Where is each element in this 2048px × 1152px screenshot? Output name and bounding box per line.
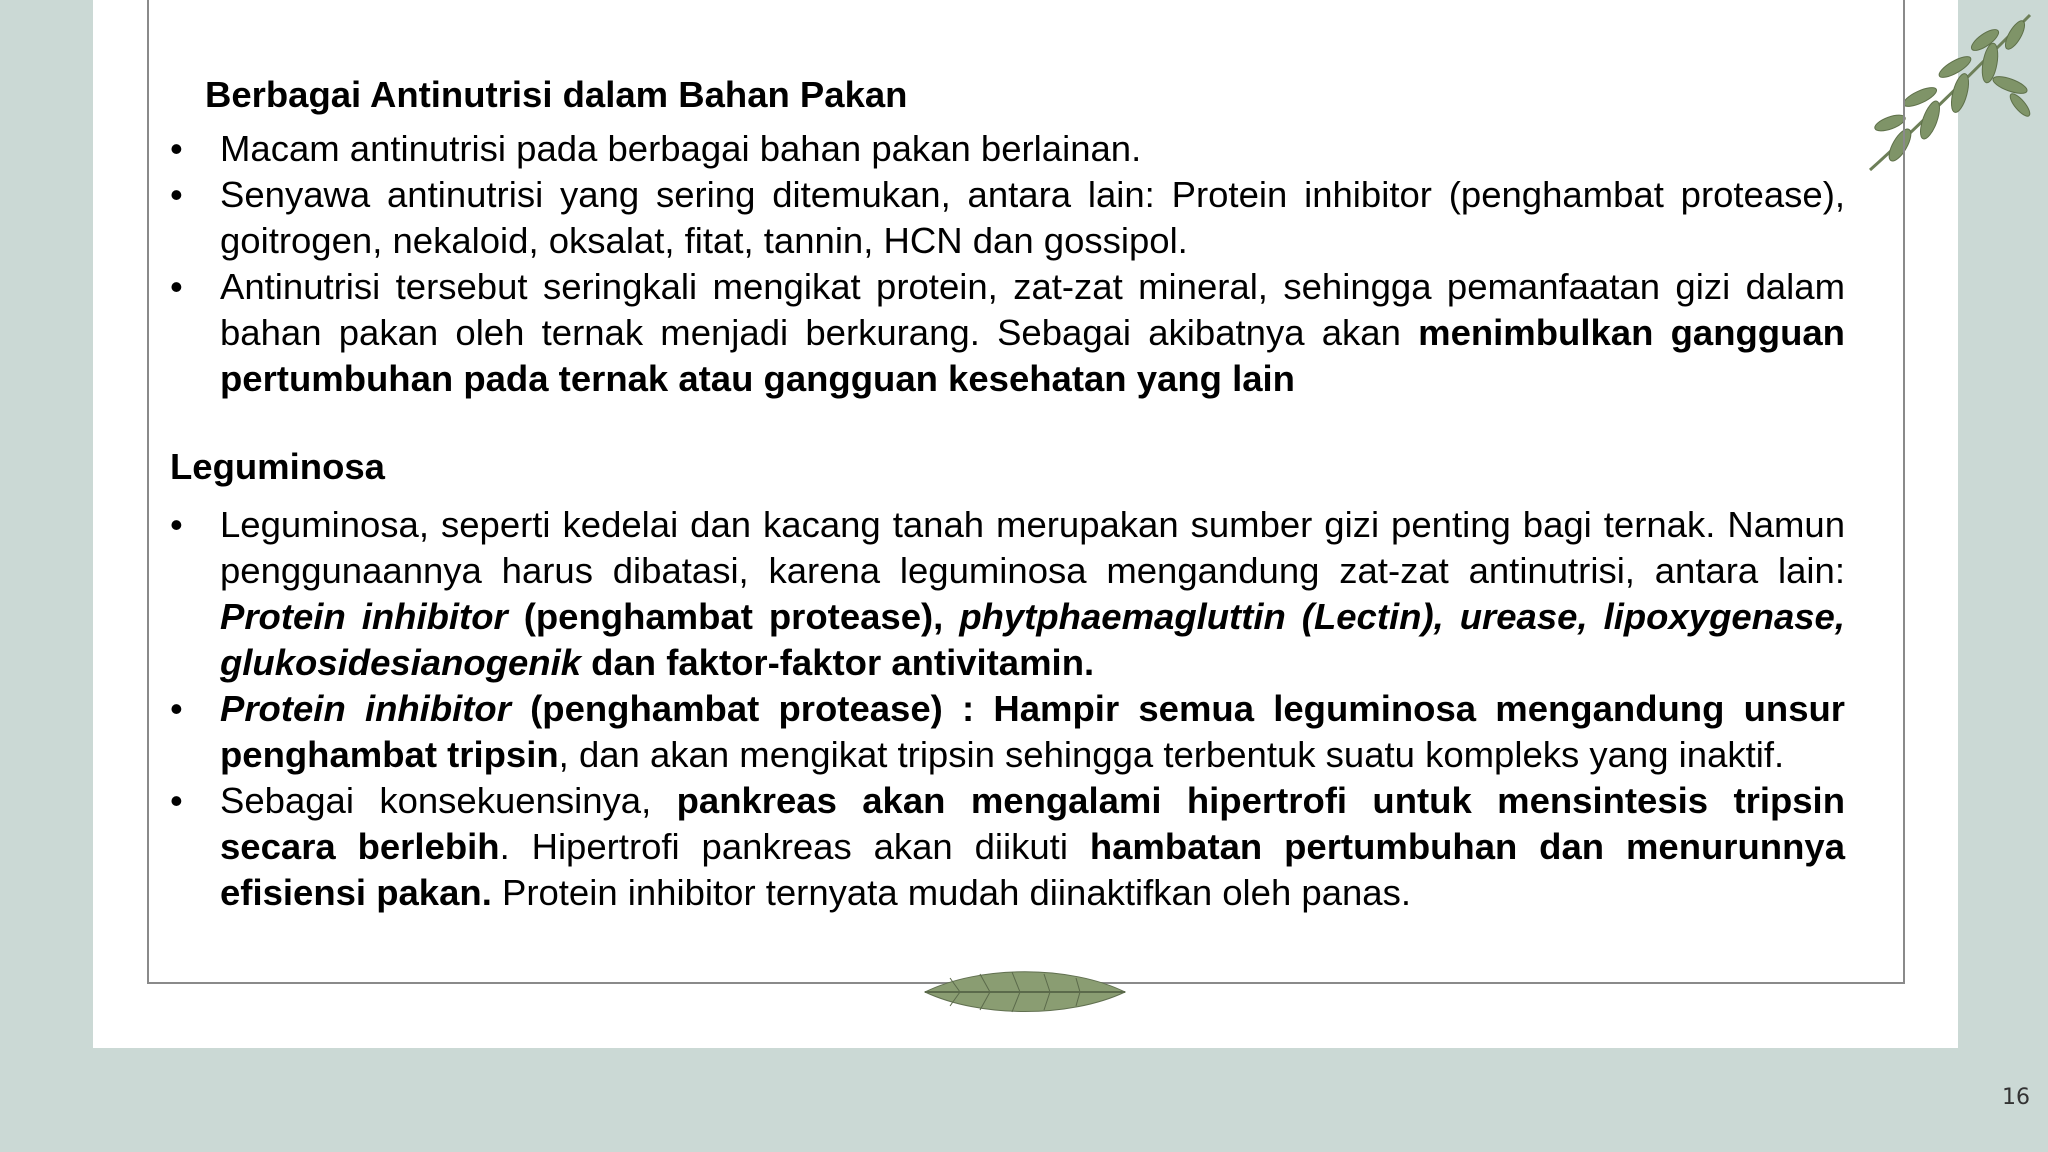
bullet-text: Protein inhibitor <box>220 596 508 637</box>
bullet-icon: • <box>170 780 183 821</box>
bullet-icon: • <box>170 504 183 545</box>
bullet-text: Antinutrisi tersebut seringkali mengikat protein, zat-zat mineral, sehingga pemanfaatan gizi dalam bahan pakan oleh ternak menjadi berkurang. Sebagai akibatnya akan <box>220 266 1845 353</box>
list-item <box>170 126 1845 172</box>
list-item <box>170 264 1845 402</box>
leaf-icon <box>920 960 1130 1025</box>
bullet-text: Leguminosa, seperti kedelai dan kacang tanah merupakan sumber gizi penting bagi ternak. Namun penggunaannya harus dibatasi, karena leguminosa mengandung zat-zat antinutrisi, antara lain: <box>220 504 1845 591</box>
bullet-text: . Hipertrofi pankreas akan diikuti <box>499 826 1090 867</box>
bullet-text: pankreas akan mengalami hipertrofi untuk mensintesis tripsin secara berlebih <box>220 780 1845 867</box>
section-heading: Leguminosa <box>170 446 385 487</box>
bullet-text: hambatan pertumbuhan dan menurunnya efisiensi pakan. <box>220 826 1845 913</box>
bullet-icon: • <box>170 128 183 169</box>
section-bullet-list <box>170 502 1845 916</box>
bullet-text: Macam antinutrisi pada berbagai bahan pakan berlainan. <box>220 128 1142 169</box>
slide-content <box>170 70 1845 916</box>
list-item <box>170 778 1845 916</box>
list-item <box>170 686 1845 778</box>
slide-title: Berbagai Antinutrisi dalam Bahan Pakan <box>205 74 908 115</box>
page-number: 16 <box>2002 1085 2030 1110</box>
bullet-text: Senyawa antinutrisi yang sering ditemukan, antara lain: Protein inhibitor (penghambat protease), goitrogen, nekaloid, oksalat, fitat, tannin, HCN dan gossipol. <box>220 174 1845 261</box>
list-item <box>170 502 1845 686</box>
bullet-icon: • <box>170 688 183 729</box>
bullet-text: dan faktor-faktor antivitamin. <box>581 642 1095 683</box>
bullet-text: (penghambat protease), <box>507 596 960 637</box>
bullet-text: , dan akan mengikat tripsin sehingga terbentuk suatu kompleks yang inaktif. <box>558 734 1785 775</box>
bullet-text: menimbulkan gangguan pertumbuhan pada ternak atau gangguan kesehatan yang lain <box>220 312 1845 399</box>
list-item <box>170 172 1845 264</box>
bullet-text: (penghambat protease) : Hampir semua leguminosa mengandung unsur penghambat tripsin <box>220 688 1845 775</box>
bullet-text: Sebagai konsekuensinya, <box>220 780 677 821</box>
bullet-icon: • <box>170 174 183 215</box>
bullet-icon: • <box>170 266 183 307</box>
bullet-text: Protein inhibitor ternyata mudah diinaktifkan oleh panas. <box>491 872 1411 913</box>
bullet-text: Protein inhibitor <box>220 688 511 729</box>
intro-bullet-list <box>170 126 1845 402</box>
bullet-text: phytphaemagluttin (Lectin), urease, lipoxygenase, glukosidesianogenik <box>220 596 1845 683</box>
